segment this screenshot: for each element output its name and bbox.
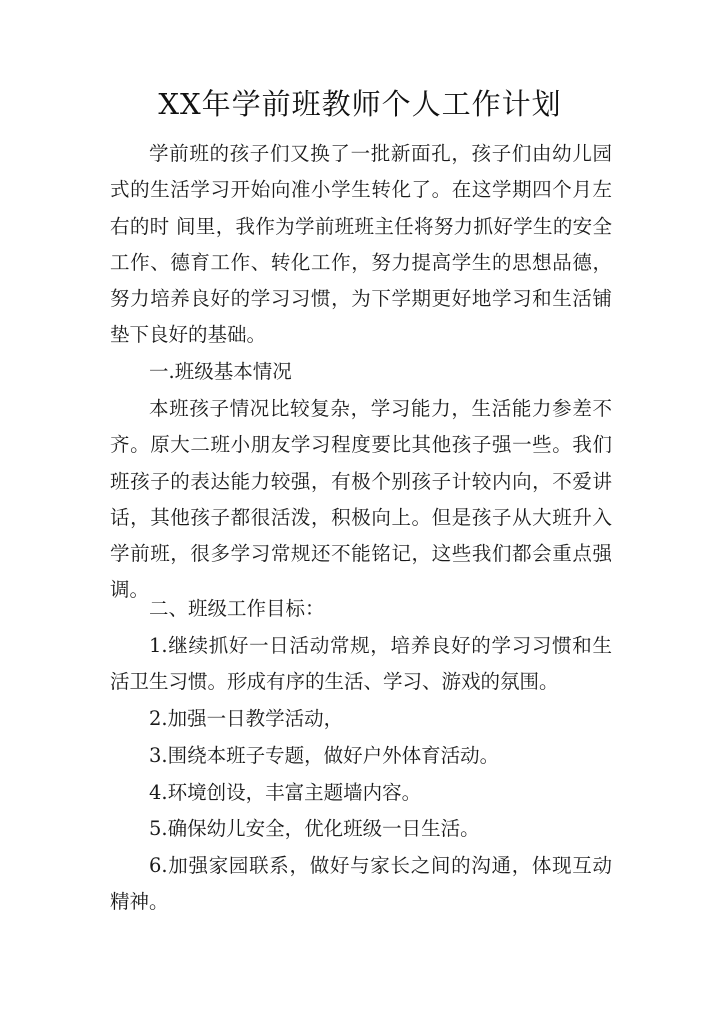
- goal-item-6: 6.加强家园联系，做好与家长之间的沟通，体现互动精神。: [110, 854, 612, 914]
- section1-paragraph: 本班孩子情况比较复杂，学习能力，生活能力参差不齐。原大二班小朋友学习程度要比其他孩子强一些。我们班孩子的表达能力较强，有极个别孩子计较内向，不爱讲话，其他孩子都很活泼，积极向上。但是孩子从大班升入学前班，很多学习常规还不能铭记，这些我们都会重点强调。: [110, 397, 612, 602]
- goal-item-1: 1.继续抓好一日活动常规，培养良好的学习习惯和生活卫生习惯。形成有序的生活、学习、游戏的氛围。: [110, 634, 612, 694]
- intro-paragraph: 学前班的孩子们又换了一批新面孔，孩子们由幼儿园式的生活学习开始向准小学生转化了。在这学期四个月左右的时 间里，我作为学前班班主任将努力抓好学生的安全工作、德育工作、转化工作，努力提高学生的思想品德，努力培养良好的学习习惯，为下学期更好地学习和生活铺 垫下良好的基础。: [110, 142, 612, 347]
- goal-item-3: 3.围绕本班子专题，做好户外体育活动。: [149, 744, 500, 767]
- document-title: XX年学前班教师个人工作计划: [158, 87, 562, 121]
- goal-item-2: 2.加强一日教学活动，: [149, 707, 344, 730]
- section2-heading: 二、班级工作目标：: [149, 597, 325, 620]
- goal-item-4: 4.环境创设，丰富主题墙内容。: [149, 781, 422, 804]
- goal-item-5: 5.确保幼儿安全，优化班级一日生活。: [149, 817, 480, 840]
- section1-heading: 一.班级基本情况: [149, 360, 292, 383]
